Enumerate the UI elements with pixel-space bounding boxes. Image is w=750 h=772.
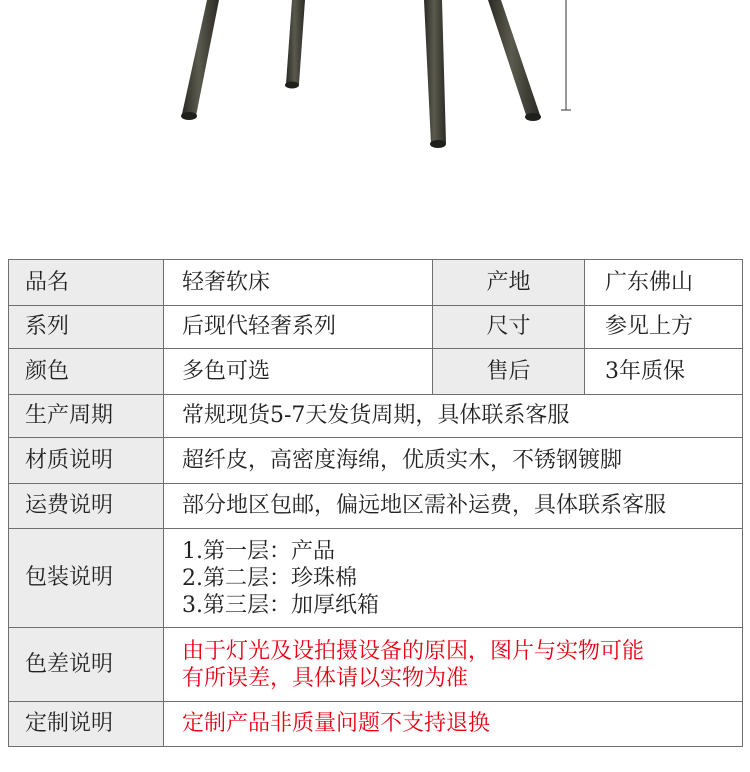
spec-row xyxy=(9,260,743,306)
bed-leg-center-left xyxy=(285,0,305,89)
height-dimension-line xyxy=(561,0,571,110)
spec-value-list xyxy=(164,529,743,628)
spec-value: 参见上方 xyxy=(585,306,743,349)
spec-row xyxy=(9,395,743,438)
spec-value: 部分地区包邮，偏远地区需补运费，具体联系客服 xyxy=(164,484,743,529)
spec-value: 超纤皮，高密度海绵，优质实木，不锈钢镀脚 xyxy=(164,438,743,484)
spec-label: 系列 xyxy=(9,306,164,349)
spec-table xyxy=(8,259,743,747)
color-difference-note xyxy=(164,628,743,702)
spec-value: 3年质保 xyxy=(585,349,743,395)
spec-value: 轻奢软床 xyxy=(164,260,433,306)
spec-row xyxy=(9,529,743,628)
spec-value: 多色可选 xyxy=(164,349,433,395)
spec-value: 常规现货5-7天发货周期，具体联系客服 xyxy=(164,395,743,438)
packing-line: 2.第二层：珍珠棉 xyxy=(182,565,357,591)
spec-row xyxy=(9,702,743,747)
spec-row xyxy=(9,628,743,702)
packing-line: 3.第三层：加厚纸箱 xyxy=(182,592,379,618)
spec-label: 包装说明 xyxy=(9,529,164,628)
packing-line: 1.第一层：产品 xyxy=(182,538,335,564)
spec-label: 尺寸 xyxy=(433,306,585,349)
spec-row xyxy=(9,306,743,349)
spec-label: 生产周期 xyxy=(9,395,164,438)
product-photo xyxy=(0,0,750,250)
spec-row xyxy=(9,438,743,484)
spec-value: 后现代轻奢系列 xyxy=(164,306,433,349)
spec-label: 品名 xyxy=(9,260,164,306)
spec-row xyxy=(9,349,743,395)
note-line: 有所误差，具体请以实物为准 xyxy=(182,665,469,691)
spec-label: 产地 xyxy=(433,260,585,306)
spec-label: 颜色 xyxy=(9,349,164,395)
note-line: 由于灯光及设拍摄设备的原因，图片与实物可能 xyxy=(182,638,645,664)
spec-label: 色差说明 xyxy=(9,628,164,702)
customization-note: 定制产品非质量问题不支持退换 xyxy=(164,702,743,747)
spec-row xyxy=(9,484,743,529)
spec-value: 广东佛山 xyxy=(585,260,743,306)
spec-label: 运费说明 xyxy=(9,484,164,529)
bed-leg-left xyxy=(181,0,219,120)
spec-label: 材质说明 xyxy=(9,438,164,484)
spec-label: 定制说明 xyxy=(9,702,164,747)
spec-label: 售后 xyxy=(433,349,585,395)
bed-leg-front xyxy=(424,0,446,148)
bed-leg-right xyxy=(488,0,541,121)
